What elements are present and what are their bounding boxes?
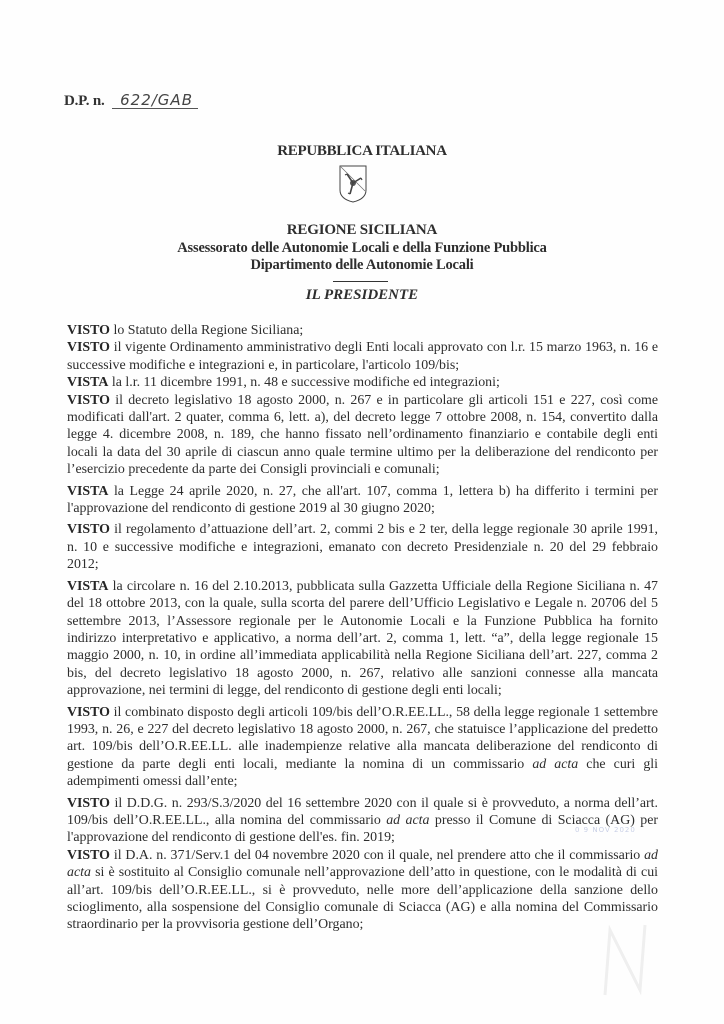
preamble-paragraph bbox=[67, 339, 658, 374]
preamble-paragraph bbox=[67, 521, 658, 573]
preamble-paragraph bbox=[67, 578, 658, 700]
paragraph-lead: VISTA bbox=[67, 375, 109, 391]
paragraph-text: il combinato disposto degli articoli 109/bis dell’O.R.EE.LL., 58 della legge regionale 1 settembre 1993, n. 26, e 227 del decreto legislativo 18 agosto 2000, n. 267, che statuisce l’applicazione del predetto art. 109/bis dell’O.R.EE.LL. alle inadempienze relative alla mancata deliberazione del rendiconto di gestione da parte degli enti locali, mediante la nomina di un commissario bbox=[67, 704, 658, 772]
paragraph-text: lo Statuto della Regione Siciliana; bbox=[109, 323, 304, 338]
paragraph-lead: VISTA bbox=[67, 483, 109, 499]
paragraph-italic: ad acta bbox=[532, 756, 579, 772]
heading-divider bbox=[333, 281, 388, 282]
preamble-body bbox=[67, 322, 658, 934]
preamble-paragraph bbox=[67, 847, 658, 934]
paragraph-lead: VISTO bbox=[67, 847, 110, 863]
decree-number bbox=[64, 92, 198, 110]
preamble-paragraph bbox=[67, 704, 658, 791]
paragraph-lead: VISTO bbox=[67, 340, 110, 356]
region-heading: REGIONE SICILIANA bbox=[286, 222, 438, 238]
paragraph-text: la Legge 24 aprile 2020, n. 27, che all'art. 107, comma 1, lettera b) ha differito i termini per l'approvazione del rendiconto di gestione 2019 al 30 giugno 2020; bbox=[67, 483, 658, 517]
faint-watermark-icon bbox=[600, 920, 650, 1000]
preamble-paragraph bbox=[67, 392, 658, 479]
paragraph-text: la circolare n. 16 del 2.10.2013, pubblicata sulla Gazzetta Ufficiale della Regione Siciliana n. 47 del 18 ottobre 2013, con la quale, sulla scorta del parere dell’Ufficio Legislativo e Legale n. 20706 del 5 settembre 2013, l’Assessore regionale per le Autonomie Locali e la Funzione Pubblica ha fornito indirizzo interpretativo e applicativo, a norma dell’art. 2, comma 1, lett. “a”, della legge regionale 15 maggio 2000, n. 10, in ordine all’immediata applicabilità nella Regione Siciliana dell’art. 227, comma 2 bis, del decreto legislativo 18 agosto 2000, n. 267, relativo alle sanzioni connesse alla mancata approvazione, nei termini di legge, del rendiconto di gestione degli enti locali; bbox=[67, 578, 658, 699]
president-title: IL PRESIDENTE bbox=[305, 287, 419, 303]
paragraph-lead: VISTO bbox=[67, 392, 110, 408]
preamble-paragraph bbox=[67, 483, 658, 518]
paragraph-italic: ad acta bbox=[386, 812, 430, 828]
department-heading: Dipartimento delle Autonomie Locali bbox=[250, 257, 474, 273]
preamble-paragraph bbox=[67, 322, 658, 339]
paragraph-text: il vigente Ordinamento amministrativo degli Enti locali approvato con l.r. 15 marzo 1963, n. 16 e successive modifiche e integrazioni e, in particolare, l'articolo 109/bis; bbox=[67, 340, 658, 373]
paragraph-text: il decreto legislativo 18 agosto 2000, n. 267 e in particolare gli articoli 151 e 227, così come modificati dall'art. 2 quater, comma 6, lett. a), del decreto legge 7 ottobre 2008, n. 154, convertito dalla legge 4. dicembre 2008, n. 189, che hanno fissato nell’ordinamento finanziario e contabile degli enti locali la data del 30 aprile di ciascun anno quale termine ultimo per la deliberazione del rendiconto per l’esercizio precedente da parte dei Consigli provinciali e comunali; bbox=[67, 392, 658, 478]
preamble-paragraph bbox=[67, 795, 658, 847]
preamble-paragraph bbox=[67, 374, 658, 391]
paragraph-text: il D.D.G. n. 293/S.3/2020 del 16 settembre 2020 con il quale si è provveduto, a norma dell’art. 109/bis dell’O.R.EE.LL., alla nomina del commissario bbox=[67, 795, 658, 828]
paragraph-text: si è sostituito al Consiglio comunale nell’approvazione dell’atto in questione, con le modalità di cui all’art. 109/bis dell’O.R.EE.LL., si è provveduto, nelle more dell’applicazione della sanzione dello scioglimento, alla sospensione del Consiglio comunale di Sciacca (AG) e alla nomina del Commissario straordinario per la provvisoria gestione dell’Organo; bbox=[67, 865, 658, 933]
paragraph-text: la l.r. 11 dicembre 1991, n. 48 e successive modifiche ed integrazioni; bbox=[108, 375, 500, 391]
coat-of-arms-icon bbox=[338, 164, 368, 204]
decree-number-label: D.P. n. bbox=[64, 93, 105, 109]
paragraph-text: il regolamento d’attuazione dell’art. 2, commi 2 bis e 2 ter, della legge regionale 30 aprile 1991, n. 10 e successive modifiche e integrazioni, emanato con decreto Presidenziale n. 20 del 29 febbraio 2012; bbox=[67, 522, 658, 573]
paragraph-lead: VISTO bbox=[67, 522, 110, 538]
paragraph-lead: VISTO bbox=[67, 323, 110, 338]
paragraph-text: presso il Comune di Sciacca (AG) per l'approvazione del rendiconto di gestione dell'es. fin. 2019; bbox=[67, 812, 659, 846]
paragraph-lead: VISTO bbox=[67, 704, 110, 720]
republic-heading: REPUBBLICA ITALIANA bbox=[277, 143, 447, 159]
paragraph-text: il D.A. n. 371/Serv.1 del 04 novembre 2020 con il quale, nel prendere atto che il commissario bbox=[109, 847, 645, 863]
paragraph-text: che curi gli adempimenti omessi dall’ente; bbox=[67, 756, 658, 790]
faint-date-stamp: 0 9 NOV 2020 bbox=[575, 826, 636, 834]
decree-number-value: 622/GAB bbox=[112, 92, 198, 109]
paragraph-lead: VISTO bbox=[67, 795, 110, 811]
paragraph-lead: VISTA bbox=[67, 578, 109, 594]
paragraph-italic: ad acta bbox=[67, 847, 658, 881]
assessorato-heading: Assessorato delle Autonomie Locali e della Funzione Pubblica bbox=[177, 240, 547, 256]
